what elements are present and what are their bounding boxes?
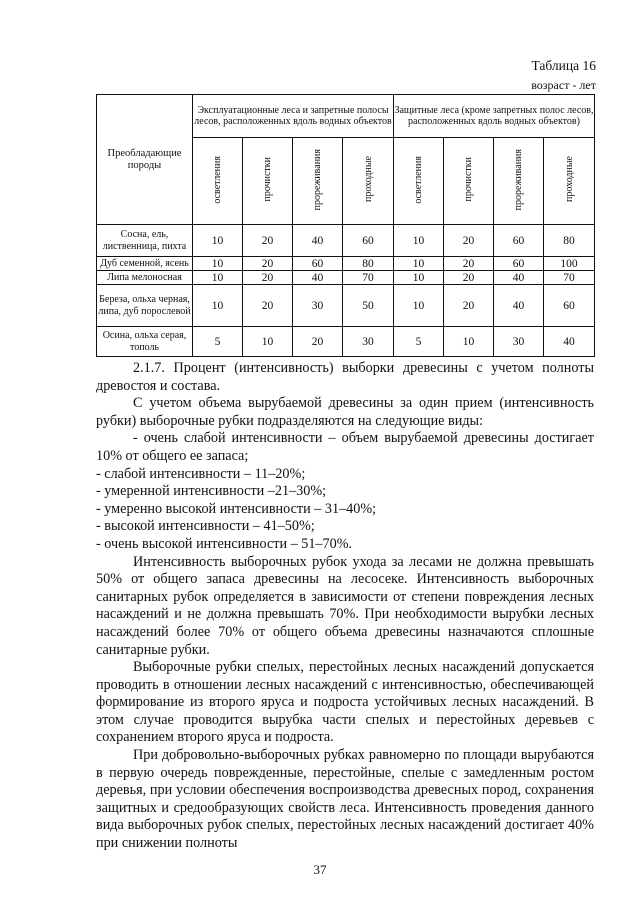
table-row (97, 225, 595, 257)
value-cell: 60 (494, 225, 544, 257)
paragraph: При добровольно-выборочных рубках равномерно по площади вырубаются в первую очередь поврежденные, перестойные, спелые с замедленным ростом деревья, при условии обеспечения воспроизводства древесных пород, сохранения защитных и средообразующих свойств леса. Интенсивность проведения данного вида выборочных рубок спелых, перестойных лесных насаждений достигает 40% при снижении полноты (96, 747, 594, 852)
value-cell: 10 (193, 271, 243, 285)
paragraph: - очень слабой интенсивности – объем вырубаемой древесины достигает 10% от общего ее запаса; (96, 430, 594, 464)
table-row (97, 327, 595, 357)
value-cell: 20 (444, 285, 494, 327)
value-cell: 10 (394, 257, 444, 271)
age-table (96, 94, 595, 357)
value-cell: 5 (193, 327, 243, 357)
value-cell: 20 (293, 327, 343, 357)
value-cell: 20 (243, 257, 293, 271)
value-cell: 40 (494, 285, 544, 327)
column-header-label: проходные (362, 156, 374, 203)
paragraph: 2.1.7. Процент (интенсивность) выборки древесины с учетом полноты древостоя и состава. (96, 360, 594, 394)
column-header-label: осветления (413, 155, 424, 204)
column-header (494, 138, 544, 225)
value-cell: 5 (394, 327, 444, 357)
column-header (444, 138, 494, 225)
paragraph: - высокой интенсивности – 41–50%; (96, 518, 315, 535)
value-cell: 10 (243, 327, 293, 357)
value-cell: 60 (494, 257, 544, 271)
paragraph: Интенсивность выборочных рубок ухода за лесами не должна превышать 50% от общего запаса древесины на лесосеке. Интенсивность выборочных санитарных рубок определяется в зависимости от степени повреждения лесных насаждений и не должна превышать 70%. При необходимости вырубки лесных насаждений более 70% от общего объема древесины назначаются сплошные санитарные рубки. (96, 553, 594, 658)
column-header (243, 138, 293, 225)
value-cell: 60 (544, 285, 595, 327)
column-header (544, 138, 595, 225)
value-cell: 30 (343, 327, 394, 357)
column-header (193, 138, 243, 225)
column-header-label: прореживания (312, 148, 323, 211)
value-cell: 20 (243, 285, 293, 327)
value-cell: 30 (494, 327, 544, 357)
value-cell: 20 (243, 225, 293, 257)
species-cell: Сосна, ель, лиственница, пихта (97, 225, 193, 257)
value-cell: 40 (293, 225, 343, 257)
value-cell: 10 (394, 285, 444, 327)
species-cell: Липа мелоносная (97, 271, 193, 285)
column-header-label: прочистки (262, 157, 273, 202)
value-cell: 20 (444, 271, 494, 285)
value-cell: 40 (494, 271, 544, 285)
value-cell: 10 (193, 225, 243, 257)
value-cell: 10 (444, 327, 494, 357)
value-cell: 100 (544, 257, 595, 271)
value-cell: 70 (544, 271, 595, 285)
row-header: Преобладающие породы (97, 95, 193, 225)
column-header (394, 138, 444, 225)
value-cell: 60 (343, 225, 394, 257)
page-number: 37 (313, 862, 327, 877)
value-cell: 40 (544, 327, 595, 357)
column-header-label: осветления (212, 155, 223, 204)
value-cell: 30 (293, 285, 343, 327)
value-cell: 10 (193, 257, 243, 271)
column-header-label: проходные (563, 156, 575, 203)
table-row (97, 271, 595, 285)
species-cell: Осина, ольха серая, тополь (97, 327, 193, 357)
value-cell: 70 (343, 271, 394, 285)
paragraph: Выборочные рубки спелых, перестойных лесных насаждений допускается проводить в отношении лесных насаждений с интенсивностью, обеспечивающей формирование из второго яруса и подроста устойчивых лесных насаждений. В этом случае проводится вырубка части спелых и перестойных деревьев с сохранением второго яруса и подроста. (96, 659, 594, 746)
value-cell: 20 (444, 225, 494, 257)
group-header-exploitation: Эксплуатационные леса и запретные полосы лесов, расположенных вдоль водных объектов (193, 95, 394, 138)
value-cell: 60 (293, 257, 343, 271)
paragraph: - слабой интенсивности – 11–20%; (96, 465, 306, 482)
table-row (97, 257, 595, 271)
value-cell: 40 (293, 271, 343, 285)
value-cell: 10 (394, 225, 444, 257)
value-cell: 10 (193, 285, 243, 327)
species-cell: Береза, ольха черная, липа, дуб порослевой (97, 285, 193, 327)
paragraph: С учетом объема вырубаемой древесины за один прием (интенсивность рубки) выборочные рубки подразделяются на следующие виды: (96, 395, 594, 429)
column-header-label: прочистки (463, 157, 474, 202)
column-header (293, 138, 343, 225)
column-header (343, 138, 394, 225)
value-cell: 20 (444, 257, 494, 271)
group-header-protective: Защитные леса (кроме запретных полос лесов, расположенных вдоль водных объектов) (394, 95, 595, 138)
species-cell: Дуб семенной, ясень (97, 257, 193, 271)
paragraph: - умеренной интенсивности –21–30%; (96, 483, 327, 500)
column-header-label: прореживания (513, 148, 524, 211)
value-cell: 50 (343, 285, 394, 327)
table-subcaption: возраст - лет (531, 78, 596, 92)
value-cell: 80 (343, 257, 394, 271)
value-cell: 80 (544, 225, 595, 257)
paragraph: - очень высокой интенсивности – 51–70%. (96, 535, 353, 552)
value-cell: 10 (394, 271, 444, 285)
paragraph: - умеренно высокой интенсивности – 31–40%; (96, 500, 377, 517)
table-row (97, 285, 595, 327)
body-text (96, 360, 594, 853)
value-cell: 20 (243, 271, 293, 285)
table-caption: Таблица 16 (531, 58, 596, 73)
